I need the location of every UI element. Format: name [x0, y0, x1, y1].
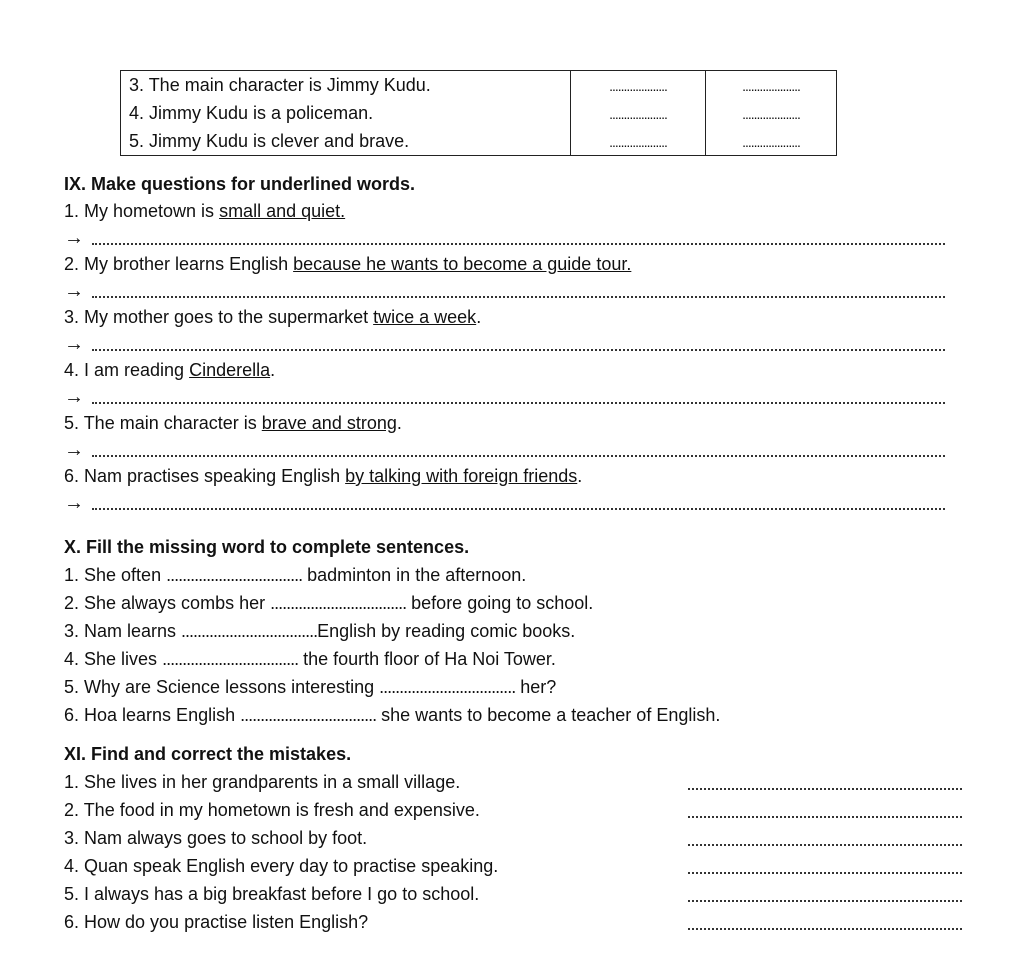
section-x	[64, 533, 964, 729]
answer-line	[688, 816, 962, 818]
arrow-icon: →	[64, 227, 84, 249]
true-blank-cell: ....................	[571, 127, 706, 156]
mistake-item: 1. She lives in her grandparents in a small village.	[64, 768, 964, 796]
fill-item: 1. She often .................................. badminton in the afternoon.	[64, 565, 527, 585]
arrow-icon: →	[64, 280, 84, 302]
blank: ..................................	[270, 593, 407, 613]
underlined-words: small and quiet.	[219, 201, 346, 221]
answer-line	[64, 384, 964, 410]
answer-line	[64, 437, 964, 463]
section-heading: IX. Make questions for underlined words.	[64, 174, 416, 194]
fill-item: 2. She always combs her .................................. before going to school.	[64, 593, 594, 613]
mistake-item: 5. I always has a big breakfast before I go to school.	[64, 880, 964, 908]
underlined-words: by talking with foreign friends	[345, 466, 578, 486]
question-item: 2. My brother learns English because he wants to become a guide tour.	[64, 254, 632, 274]
answer-line	[64, 225, 964, 251]
arrow-icon: →	[64, 386, 84, 408]
answer-line	[688, 928, 962, 930]
arrow-icon: →	[64, 333, 84, 355]
answer-line	[688, 872, 962, 874]
mistake-item: 6. How do you practise listen English?	[64, 908, 964, 936]
arrow-icon: →	[64, 492, 84, 514]
false-blank-cell: ....................	[706, 99, 837, 127]
fill-item: 3. Nam learns ..................................English by reading comic books.	[64, 621, 576, 641]
fill-item: 5. Why are Science lessons interesting .................................. her?	[64, 677, 557, 697]
blank: ..................................	[181, 621, 318, 641]
question-item: 5. The main character is brave and strong.	[64, 413, 402, 433]
answer-line	[688, 788, 962, 790]
question-item: 1. My hometown is small and quiet.	[64, 201, 346, 221]
true-blank-cell: ....................	[571, 71, 706, 100]
answer-line	[688, 900, 962, 902]
section-xi	[64, 740, 964, 936]
true-blank-cell: ....................	[571, 99, 706, 127]
true-false-table	[120, 70, 837, 156]
question-item: 3. My mother goes to the supermarket twice a week.	[64, 307, 482, 327]
arrow-icon: →	[64, 439, 84, 461]
fill-item: 6. Hoa learns English .................................. she wants to become a teacher of English.	[64, 705, 721, 725]
mistake-item: 3. Nam always goes to school by foot.	[64, 824, 964, 852]
underlined-words: Cinderella	[189, 360, 271, 380]
mistake-item: 2. The food in my hometown is fresh and expensive.	[64, 796, 964, 824]
section-ix	[64, 170, 964, 516]
answer-line	[688, 844, 962, 846]
blank: ..................................	[166, 565, 303, 585]
underlined-words: because he wants to become a guide tour.	[293, 254, 632, 274]
section-heading: X. Fill the missing word to complete sentences.	[64, 537, 470, 557]
statement-cell: 5. Jimmy Kudu is clever and brave.	[121, 127, 571, 156]
answer-line	[64, 278, 964, 304]
false-blank-cell: ....................	[706, 127, 837, 156]
underlined-words: brave and strong	[261, 413, 397, 433]
question-item: 4. I am reading Cinderella.	[64, 360, 276, 380]
table-row	[121, 71, 837, 100]
blank: ..................................	[240, 705, 377, 725]
statement-cell: 4. Jimmy Kudu is a policeman.	[121, 99, 571, 127]
underlined-words: twice a week	[373, 307, 477, 327]
question-item: 6. Nam practises speaking English by talking with foreign friends.	[64, 466, 583, 486]
answer-line	[64, 490, 964, 516]
statement-cell: 3. The main character is Jimmy Kudu.	[121, 71, 571, 100]
section-heading: XI. Find and correct the mistakes.	[64, 744, 352, 764]
blank: ..................................	[162, 649, 299, 669]
blank: ..................................	[379, 677, 516, 697]
table-row	[121, 127, 837, 156]
answer-line	[64, 331, 964, 357]
fill-item: 4. She lives .................................. the fourth floor of Ha Noi Tower.	[64, 649, 556, 669]
table-row	[121, 99, 837, 127]
false-blank-cell: ....................	[706, 71, 837, 100]
mistake-item: 4. Quan speak English every day to practise speaking.	[64, 852, 964, 880]
